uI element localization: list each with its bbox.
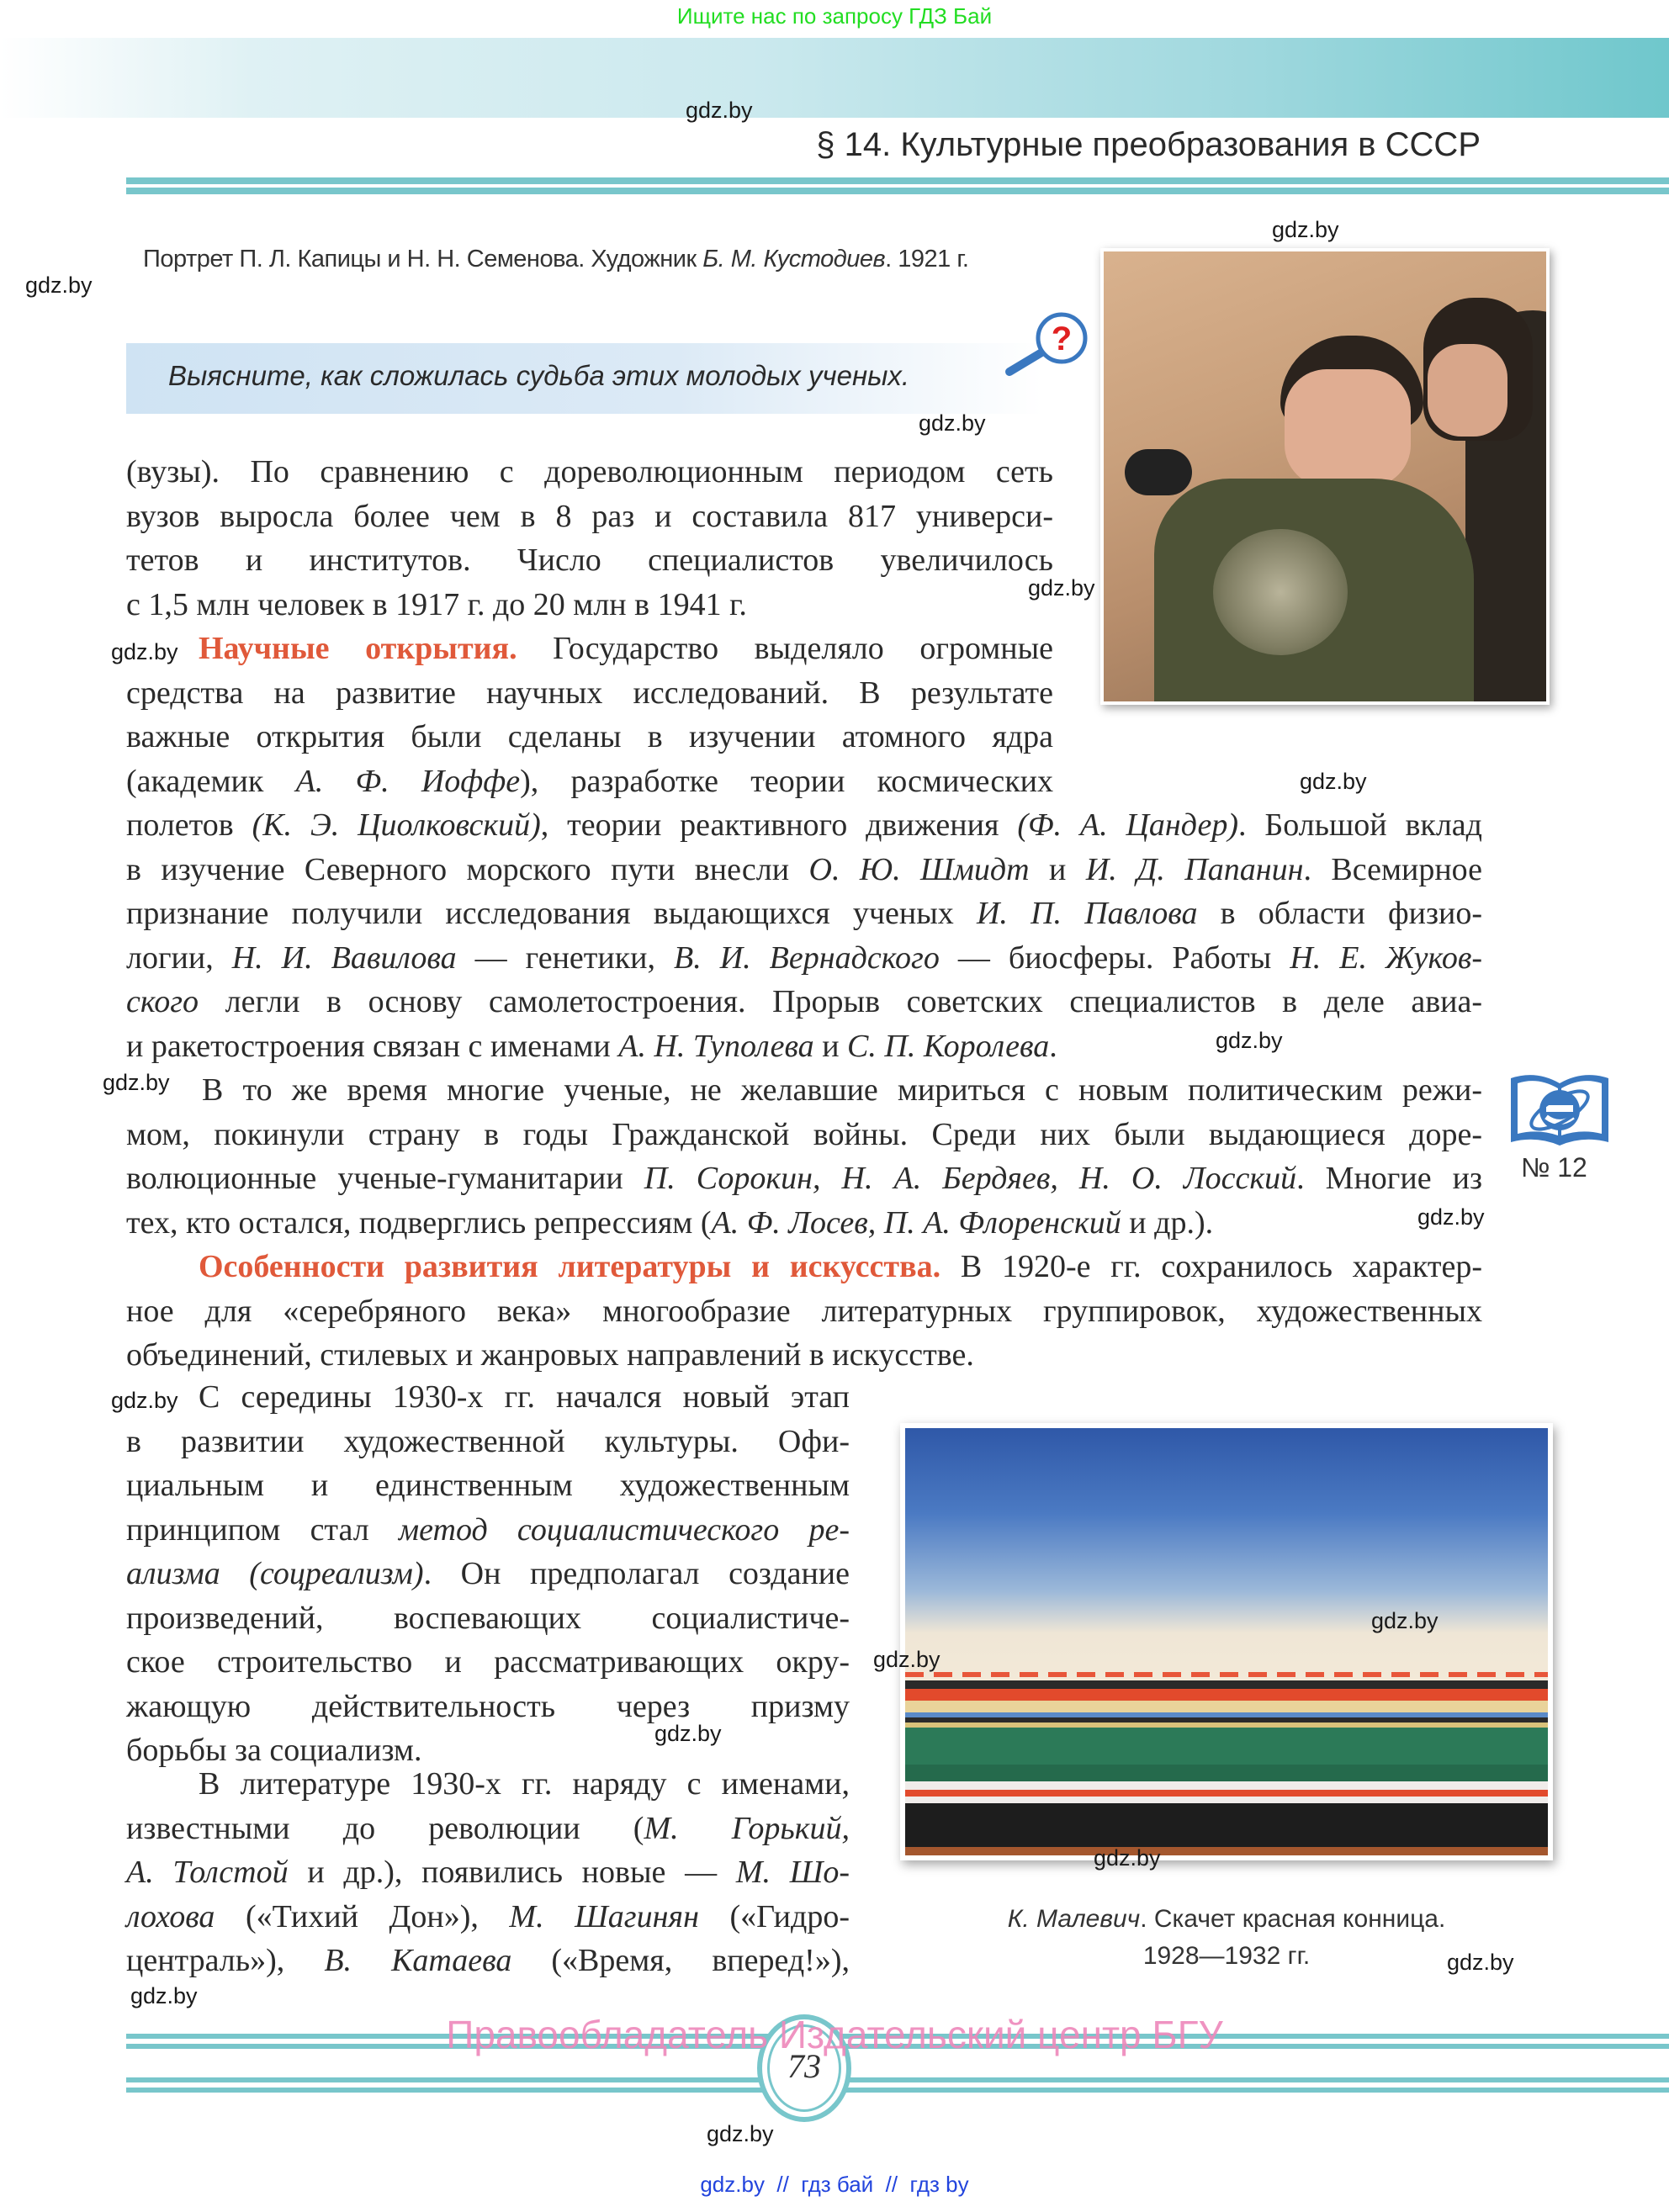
watermark: gdz.by [1417, 1204, 1485, 1230]
text-span: («Тихий Дон»), [215, 1898, 510, 1934]
caption-year: . 1921 г. [885, 246, 969, 273]
footer-rule-4 [126, 2088, 1669, 2093]
watermark: gdz.by [1216, 1028, 1283, 1053]
text-span: принципом стал [126, 1511, 399, 1548]
text-line: произведений, воспевающих социалистиче- [126, 1600, 850, 1636]
watermark: gdz.by [103, 1070, 170, 1095]
watermark: gdz.by [1272, 217, 1339, 242]
text-span: в изучение Северного морского пути внесли [126, 851, 809, 887]
text-span: . Многие из [1296, 1161, 1482, 1196]
name-span: Н. Е. Жуков- [1290, 939, 1482, 976]
text-line: мом, покинули страну в годы Гражданской войны. Среди них были выдающиеся доре- [126, 1116, 1482, 1152]
text-line [126, 848, 1482, 892]
text-span: и др.). [1121, 1204, 1214, 1241]
text-line [126, 1245, 1482, 1289]
section-title: § 14. Культурные преобразования в СССР [816, 126, 1481, 163]
text-span: и [813, 1028, 848, 1064]
text-span: . Он предполагал создание [423, 1556, 850, 1591]
text-span: Государство выделяло огромные [517, 631, 1053, 666]
paragraph-emigration [126, 1068, 1482, 1245]
text-line [126, 1850, 850, 1895]
footer-rule-3 [126, 2077, 1669, 2082]
text-line [126, 1552, 850, 1596]
text-span: и ракетостроения связан с именами [126, 1028, 619, 1064]
text-line: вузов выросла более чем в 8 раз и составила 817 универси- [126, 498, 1053, 534]
text-span: — биосферы. Работы [939, 939, 1290, 976]
painting-red-cavalry [900, 1423, 1553, 1860]
text-line [126, 627, 1053, 671]
header-band [0, 38, 1669, 118]
name-span: (Ф. А. Цандер) [1017, 807, 1238, 843]
name-span: С. П. Королева [847, 1028, 1050, 1064]
question-text: Выясните, как сложилась судьба этих молодых ученых. [168, 360, 910, 391]
text-span: волюционные ученые-гуманитарии [126, 1161, 644, 1196]
text-line: средства на развитие научных исследований. В результате [126, 675, 1053, 711]
text-span: известными до революции ( [126, 1810, 644, 1846]
name-span: О. Ю. Шмидт [808, 851, 1030, 887]
name-span: лохова [126, 1898, 215, 1934]
watermark: gdz.by [707, 2121, 774, 2146]
text-line: В то же время многие ученые, не желавшие мириться с новым политическим режи- [202, 1072, 1482, 1108]
text-line: ское строительство и рассматривающих окру- [126, 1644, 850, 1680]
text-span: («Гидро- [698, 1898, 850, 1934]
text-line: (вузы). По сравнению с дореволюционным периодом сеть [126, 454, 1053, 489]
watermark: gdz.by [1300, 769, 1367, 794]
section-heading-science: Научные открытия. [199, 631, 517, 666]
page-number: 73 [787, 2047, 821, 2085]
text-span: В 1920-е гг. сохранилось характер- [940, 1249, 1482, 1284]
text-line: В литературе 1930-х гг. наряду с именами, [199, 1766, 850, 1802]
text-span: . [1049, 1028, 1057, 1064]
footer-links[interactable]: gdz.by // гдз бай // гдз by [700, 2172, 969, 2197]
watermark: gdz.by [873, 1647, 940, 1672]
text-line: циальным и единственным художественным [126, 1468, 850, 1503]
caption-artist: Б. М. Кустодиев [702, 246, 886, 273]
name-span: А. Ф. Лосев, П. А. Флоренский [711, 1204, 1121, 1241]
watermark: gdz.by [654, 1721, 722, 1746]
text-span: логии, [126, 939, 232, 976]
paragraph-socrealism [126, 1375, 850, 1773]
name-span: Н. И. Вавилова [231, 939, 457, 976]
caption-title: . Скачет красная конница. [1140, 1905, 1446, 1933]
text-span: признание получили исследования выдающихся ученых [126, 896, 977, 931]
caption-text: Портрет П. Л. Капицы и Н. Н. Семенова. Художник [143, 246, 703, 273]
text-line [126, 1895, 850, 1939]
name-span: И. П. Павлова [976, 896, 1198, 931]
term-span: метод социалистического ре- [398, 1511, 850, 1548]
name-span: В. И. Вернадского [674, 939, 940, 976]
portrait-caption [143, 246, 968, 273]
text-span: централь»), [126, 1943, 325, 1978]
e-book-icon[interactable] [1506, 1068, 1613, 1149]
watermark: gdz.by [686, 98, 753, 123]
term-span: ализма (соцреализм) [126, 1556, 424, 1591]
text-span: ), разработке теории космических [520, 763, 1053, 799]
text-line [126, 759, 1053, 804]
text-line [126, 1201, 1482, 1246]
text-line: объединений, стилевых и жанровых направлений в искусстве. [126, 1337, 974, 1373]
name-span: А. Н. Туполева [618, 1028, 814, 1064]
text-line: в развитии художественной культуры. Офи- [126, 1423, 850, 1459]
text-line [126, 1807, 850, 1851]
caption-years: 1928—1932 гг. [1142, 1942, 1311, 1970]
watermark: gdz.by [1371, 1608, 1439, 1633]
paragraph-universities [126, 450, 1053, 627]
paragraph-science [126, 627, 1053, 803]
text-line: важные открытия были сделаны в изучении атомного ядра [126, 719, 1053, 754]
copyright-notice: Правообладатель Издательский центр БГУ [446, 2013, 1223, 2056]
magnifier-question-icon [1001, 303, 1094, 395]
text-line [126, 1939, 850, 1983]
text-span: . Всемирное [1303, 851, 1482, 887]
name-span: М. Шагинян [509, 1898, 699, 1934]
text-line: С середины 1930-х гг. начался новый этап [199, 1379, 850, 1415]
text-span: («Время, вперед!»), [511, 1943, 850, 1978]
watermark: gdz.by [1447, 1950, 1514, 1975]
paragraph-literature-art [126, 1245, 1482, 1378]
watermark: gdz.by [1094, 1845, 1161, 1871]
name-span: М. Шо- [735, 1855, 850, 1890]
watermark: gdz.by [111, 1388, 178, 1413]
watermark: gdz.by [1028, 575, 1095, 601]
paragraph-literature-1930s [126, 1762, 850, 1983]
portrait-kapitsa-semenov [1100, 248, 1550, 705]
text-span: легли в основу самолетостроения. Прорыв советских специалистов в деле авиа- [199, 984, 1482, 1019]
text-line [126, 1156, 1482, 1201]
name-span: ского [126, 984, 199, 1019]
watermark: gdz.by [111, 639, 178, 664]
text-span: — генетики, [456, 939, 675, 976]
section-heading-literature: Особенности развития литературы и искусства. [199, 1249, 941, 1284]
watermark: gdz.by [25, 273, 93, 298]
name-span: А. Ф. Иоффе [295, 763, 521, 799]
header-rule-bottom [126, 188, 1669, 194]
resource-number: № 12 [1521, 1152, 1587, 1183]
text-line [126, 980, 1482, 1024]
name-span: (К. Э. Циолковский) [252, 807, 541, 843]
name-span: М. Горький, [644, 1810, 850, 1846]
text-span: . Большой вклад [1238, 807, 1483, 843]
text-line: тетов и институтов. Число специалистов увеличилось [126, 542, 1053, 578]
caption-artist: К. Малевич [1007, 1905, 1141, 1933]
watermark: gdz.by [130, 1983, 198, 2008]
name-span: В. Катаева [324, 1943, 512, 1978]
text-span: в области физио- [1197, 896, 1482, 931]
text-span: и [1029, 851, 1086, 887]
search-banner: Ищите нас по запросу ГДЗ Бай [676, 3, 993, 29]
name-span: И. Д. Папанин [1085, 851, 1304, 887]
text-line [126, 936, 1482, 981]
text-line: борьбы за социализм. [126, 1733, 422, 1768]
text-line: с 1,5 млн человек в 1917 г. до 20 млн в 1941 г. [126, 586, 747, 622]
text-span: , теории реактивного движения [540, 807, 1018, 843]
text-span: (академик [126, 763, 296, 799]
text-span: и др.), появились новые — [288, 1855, 736, 1890]
caption-line [900, 1901, 1553, 1938]
header-rule-top [126, 177, 1669, 184]
text-line: ное для «серебряного века» многообразие литературных группировок, художественных [126, 1293, 1482, 1329]
svg-text:?: ? [1051, 320, 1073, 357]
name-span: П. Сорокин, Н. А. Бердяев, Н. О. Лосский [644, 1161, 1297, 1196]
text-line [126, 892, 1482, 936]
watermark: gdz.by [919, 410, 986, 436]
name-span: А. Толстой [126, 1855, 289, 1890]
text-span: тех, кто остался, подверглись репрессиям ( [126, 1204, 712, 1241]
text-line [126, 803, 1482, 848]
text-line [126, 1508, 850, 1553]
text-line: жающую действительность через призму [126, 1688, 850, 1724]
text-span: полетов [126, 807, 252, 843]
